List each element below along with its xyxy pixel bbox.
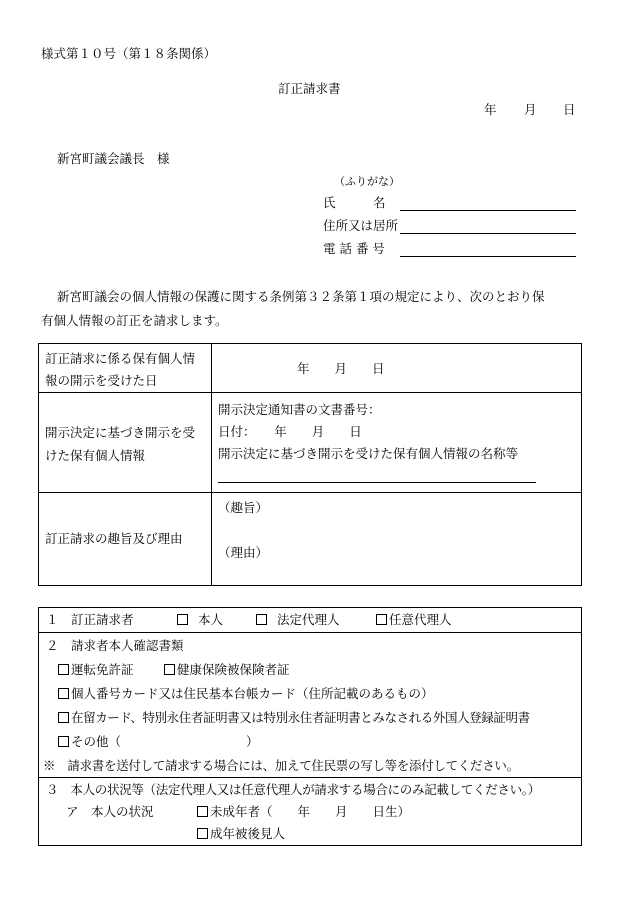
id-documents-cell xyxy=(39,633,582,778)
principal-status-title: ３ 本人の状況等（法定代理人又は任意代理人が請求する場合にのみ記載してください。） xyxy=(46,782,540,797)
phone-field[interactable] xyxy=(400,256,576,257)
notice-document-number: 開示決定通知書の文書番号： xyxy=(218,402,381,417)
disclosure-date-row xyxy=(39,344,582,393)
disclosed-info-label-line1: 開示決定に基づき開示を受 xyxy=(45,425,196,440)
intro-line-1: 新宮町議会の個人情報の保護に関する条例第３２条第１項の規定により、次のとおり保 xyxy=(57,289,545,304)
principal-status-cell xyxy=(39,778,582,846)
date-month-label: 月 xyxy=(524,102,537,117)
checkbox-residence-card[interactable] xyxy=(58,712,69,723)
disclosed-info-label-cell xyxy=(39,393,212,493)
purpose-reason-row xyxy=(39,493,582,586)
status-minor[interactable] xyxy=(197,806,410,819)
checkbox-drivers-license[interactable] xyxy=(58,664,69,675)
id-doc-other-label: その他（ ） xyxy=(71,734,259,749)
status-adult-ward[interactable] xyxy=(197,828,285,841)
requester-type-self-label: 本人 xyxy=(197,612,223,627)
disclosed-info-name-label: 開示決定に基づき開示を受けた保有個人情報の名称等 xyxy=(218,446,519,461)
requester-type-voluntary[interactable] xyxy=(376,614,452,627)
disclosed-info-label-line2: けた保有個人情報 xyxy=(45,448,146,463)
requester-type-cell xyxy=(39,608,582,633)
phone-label: 電 話 番 号 xyxy=(323,241,385,256)
id-documents-row xyxy=(39,633,582,778)
purpose-reason-label: 訂正請求の趣旨及び理由 xyxy=(45,531,183,546)
id-doc-other[interactable] xyxy=(58,736,259,749)
checkbox-health-insurance[interactable] xyxy=(164,664,175,675)
status-adult-ward-label: 成年被後見人 xyxy=(210,826,286,841)
name-field[interactable] xyxy=(400,210,576,211)
id-documents-title: ２ 請求者本人確認書類 xyxy=(46,638,184,653)
checkbox-adult-ward[interactable] xyxy=(197,828,208,839)
checkbox-minor[interactable] xyxy=(197,806,208,817)
id-doc-drivers-license[interactable] xyxy=(58,664,134,677)
disclosed-info-field[interactable] xyxy=(212,393,582,493)
notice-date: 日付： 年 月 日 xyxy=(218,424,362,439)
id-doc-residence-card[interactable] xyxy=(58,712,530,725)
requester-type-row xyxy=(39,608,582,633)
purpose-label: （趣旨） xyxy=(218,500,269,515)
purpose-reason-label-cell xyxy=(39,493,212,586)
requester-type-self[interactable] xyxy=(177,614,223,627)
date-year-label: 年 xyxy=(484,102,497,117)
id-doc-residence-card-label: 在留カード、特別永住者証明書又は特別永住者証明書とみなされる外国人登録証明書 xyxy=(71,710,530,725)
page-title: 訂正請求書 xyxy=(278,81,341,96)
id-doc-health-insurance-label: 健康保険被保険者証 xyxy=(177,662,290,677)
form-number: 様式第１０号（第１８条関係） xyxy=(41,46,217,61)
id-doc-drivers-license-label: 運転免許証 xyxy=(71,662,134,677)
intro-line-2: 有個人情報の訂正を請求します。 xyxy=(41,313,228,328)
addressee: 新宮町議会議長 様 xyxy=(57,151,170,166)
checkbox-legal-rep[interactable] xyxy=(256,614,267,625)
requester-info-table xyxy=(38,607,582,846)
requester-type-legal-label: 法定代理人 xyxy=(276,612,340,627)
disclosure-date-label-line2: 報の開示を受けた日 xyxy=(45,373,158,388)
address-label: 住所又は居所 xyxy=(323,218,399,233)
requester-type-legal[interactable] xyxy=(256,614,339,627)
id-doc-mynumber-label: 個人番号カード又は住民基本台帳カード（住所記載のあるもの） xyxy=(71,686,434,701)
status-minor-label: 未成年者（ 年 月 日生） xyxy=(210,804,411,819)
id-doc-health-insurance[interactable] xyxy=(164,664,290,677)
name-label: 氏 名 xyxy=(323,195,386,210)
correction-details-table xyxy=(38,343,582,586)
disclosure-date-label-cell xyxy=(39,344,212,393)
purpose-reason-field[interactable] xyxy=(212,493,582,586)
checkbox-mynumber[interactable] xyxy=(58,688,69,699)
id-documents-note: ※ 請求書を送付して請求する場合には、加えて住民票の写し等を添付してください。 xyxy=(43,758,519,773)
address-field[interactable] xyxy=(400,233,576,234)
disclosed-info-name-field[interactable] xyxy=(218,482,536,483)
id-doc-mynumber[interactable] xyxy=(58,688,434,701)
reason-label: （理由） xyxy=(218,545,269,560)
disclosure-date-value: 年 月 日 xyxy=(297,361,385,376)
disclosure-date-field[interactable] xyxy=(212,344,582,393)
disclosure-date-label-line1: 訂正請求に係る保有個人情 xyxy=(45,351,196,366)
requester-type-label: １ 訂正請求者 xyxy=(46,612,134,627)
checkbox-other[interactable] xyxy=(58,736,69,747)
furigana-label: （ふりがな） xyxy=(334,175,400,188)
disclosed-info-row xyxy=(39,393,582,493)
date-day-label: 日 xyxy=(563,102,576,117)
checkbox-voluntary-rep[interactable] xyxy=(376,614,387,625)
principal-status-row xyxy=(39,778,582,846)
checkbox-self[interactable] xyxy=(177,614,188,625)
principal-status-label: ア 本人の状況 xyxy=(66,804,154,819)
requester-type-voluntary-label: 任意代理人 xyxy=(389,612,452,627)
